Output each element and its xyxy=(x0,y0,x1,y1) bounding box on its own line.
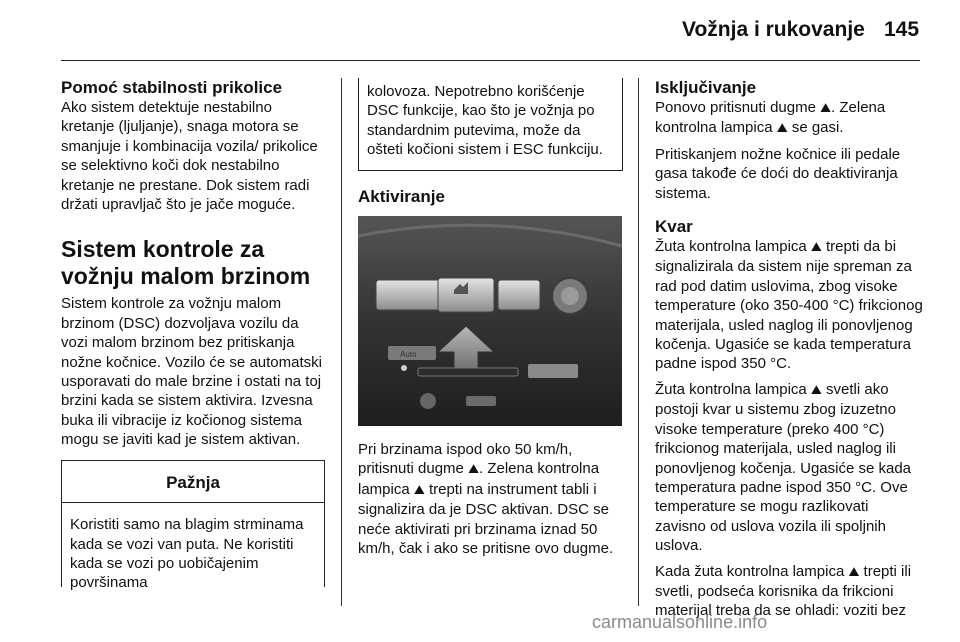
hill-descent-icon: ⛰ xyxy=(848,564,860,580)
warning-text: Koristiti samo na blagim strminama kada se vozi van puta. Ne koristiti kada se vozi po uobičajenim površinama xyxy=(70,516,304,592)
dsc-button-photo xyxy=(358,216,622,426)
fault-flashing-text: Žuta kontrolna lampica ⛰ trepti da bi signalizirala da sistem nije spreman za rad pod datim uslovima, zbog visoke temperature (oko 350-400 °C) frikcionog materijala, usled naglog ili ponovljenog kočenja. Ugasiće se kada temperatura padne ispod 350 °C. xyxy=(655,238,923,373)
dsc-intro-text: Sistem kontrole za vožnju malom brzinom (DSC) dozvoljava vozilu da vozi malom brzinom bez pritiskanja nožne kočnice. Vozilo će se automatski usporavati do male brzine i ostati na toj brzini kada se sistem aktivira. Izvesna buka ili vibracije iz kočionog sistema mogu se javiti kad je sistem aktivan. xyxy=(61,295,322,449)
column-1 xyxy=(61,78,325,592)
hill-descent-icon: ⛰ xyxy=(810,382,822,398)
activation-heading: Aktiviranje xyxy=(358,186,445,206)
warning-title: Pažnja xyxy=(62,461,324,503)
page-header-title: Vožnja i rukovanje xyxy=(682,18,865,41)
watermark: carmanualsonline.info xyxy=(592,612,768,632)
page-number: 145 xyxy=(884,18,920,41)
warning-box-continuation: kolovoza. Nepotrebno korišćenje DSC funkcije, kao što je vožnja po standardnim putevima, može da ošteti kočioni sistem i ESC funkciju. xyxy=(358,78,623,171)
deactivation-heading: Isključivanje xyxy=(655,78,757,97)
fault-steady-text: Žuta kontrolna lampica ⛰ svetli ako postoji kvar u sistemu zbog izuzetno visoke temperature (preko 400 °C) frikcionog materijala, usled naglog ili ponovljenog kočenja. Ugasiće se kada temperatura padne ispod 350 °C. Ove temperature se mogu razlikovati zavisno od uslova vozila ili spoljnih uslova. xyxy=(655,380,912,555)
hill-descent-icon: ⛰ xyxy=(413,482,425,498)
hill-descent-icon: ⛰ xyxy=(468,462,479,478)
column-3 xyxy=(655,78,923,627)
warning-box xyxy=(61,460,325,592)
column-2 xyxy=(358,78,623,564)
hill-descent-icon: ⛰ xyxy=(820,101,832,116)
fault-cooling-text: Kada žuta kontrolna lampica ⛰ trepti ili svetli, podseća korisnika da frikcioni materijal treba da se ohladi: voziti bez xyxy=(655,562,912,620)
photo-button-label: Auto xyxy=(400,350,417,360)
fault-heading: Kvar xyxy=(655,217,693,237)
deactivation-text: Ponovo pritisnuti dugme ⛰. Zelena kontrolna lampica ⛰ se gasi. xyxy=(655,99,886,137)
column-divider-2 xyxy=(638,78,639,606)
header-rule xyxy=(61,60,920,61)
pedal-deactivation-text: Pritiskanjem nožne kočnice ili pedale gasa takođe će doći do deaktiviranja sistema. xyxy=(655,145,901,202)
column-divider-1 xyxy=(341,78,342,606)
trailer-stability-heading: Pomoć stabilnosti prikolice xyxy=(61,78,283,97)
dsc-section-heading: Sistem kontrole za vožnju malom brzinom xyxy=(61,236,311,290)
trailer-stability-text: Ako sistem detektuje nestabilno kretanje (ljuljanje), snaga motora se smanjuje i kombinacija vozila/ prikolice se selektivno koči dok nestabilno kretanje ne prestane. Dok sistem radi držati upravljač što je jače moguće. xyxy=(61,99,318,214)
hill-descent-icon: ⛰ xyxy=(776,121,788,137)
activation-text: Pri brzinama ispod oko 50 km/h, pritisnuti dugme ⛰. Zelena kontrolna lampica ⛰ trepti na instrument tabli i signalizira da je DSC aktivan. DSC se neće aktivirati pri brzinama iznad 50 km/h, čak i ako se pritisne ovo dugme. xyxy=(358,441,614,558)
hill-descent-icon: ⛰ xyxy=(810,240,822,256)
